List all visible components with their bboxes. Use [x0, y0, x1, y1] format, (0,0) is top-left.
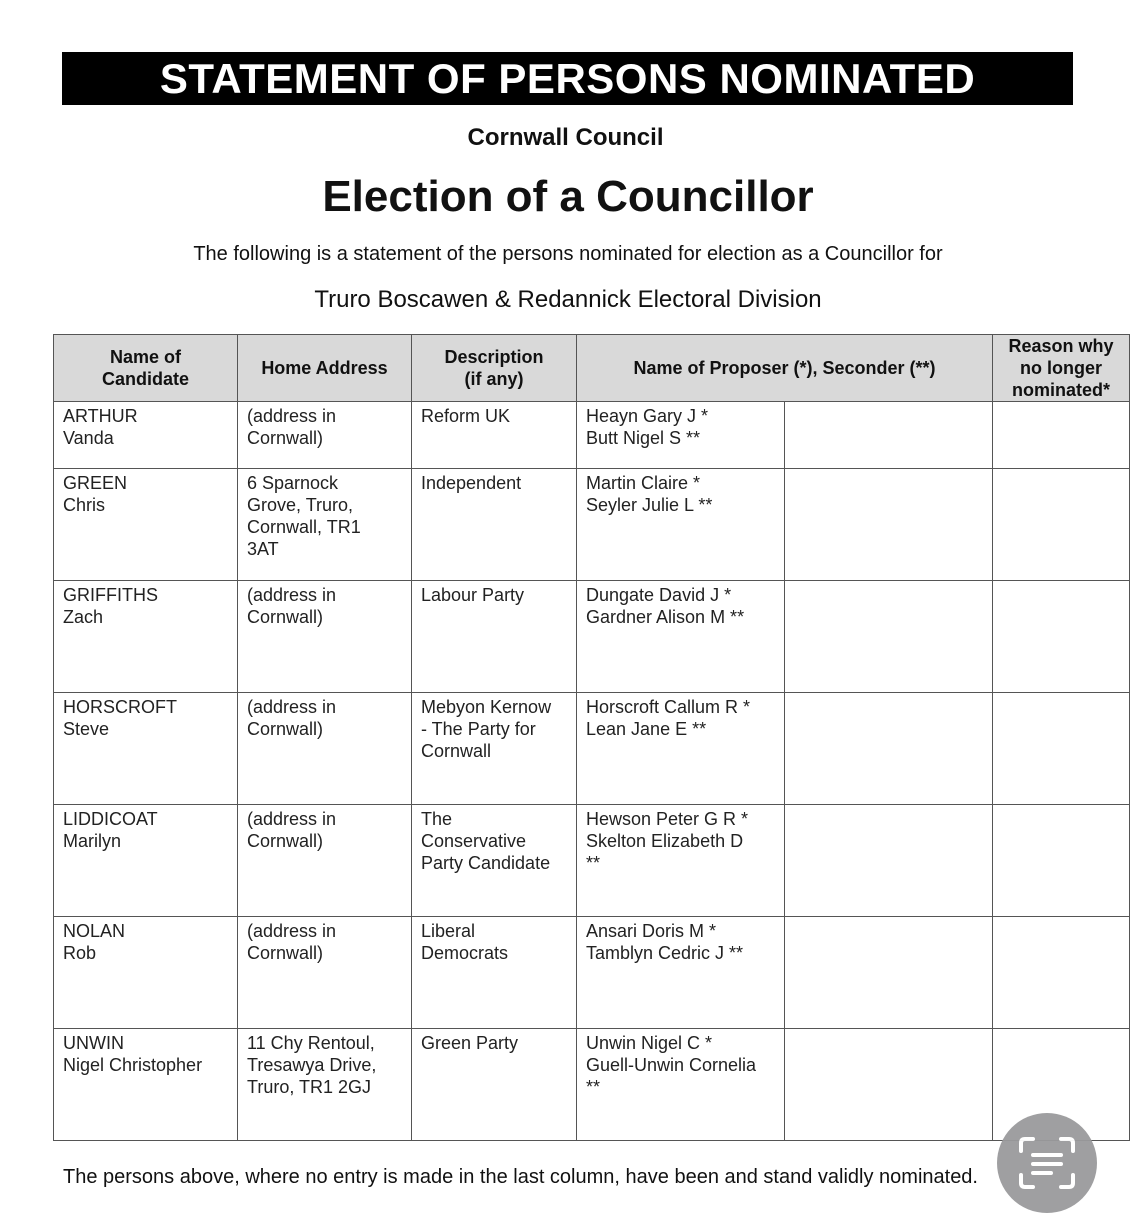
reason-no-longer-nominated-cell — [993, 402, 1130, 469]
proposer-seconder-cell: Ansari Doris M * Tamblyn Cedric J ** — [577, 917, 785, 1029]
empty-assentor-cell — [785, 917, 993, 1029]
home-address-cell: (address in Cornwall) — [238, 917, 412, 1029]
council-name: Cornwall Council — [467, 124, 664, 151]
proposer-seconder-cell: Heayn Gary J * Butt Nigel S ** — [577, 402, 785, 469]
home-address-cell: 6 Sparnock Grove, Truro, Cornwall, TR1 3AT — [238, 469, 412, 581]
reason-no-longer-nominated-cell — [993, 693, 1130, 805]
description-cell: Green Party — [412, 1029, 577, 1141]
reason-no-longer-nominated-cell — [993, 581, 1130, 693]
empty-assentor-cell — [785, 1029, 993, 1141]
candidate-name-cell: HORSCROFT Steve — [54, 693, 238, 805]
table-row — [54, 402, 1130, 469]
home-address-cell: (address in Cornwall) — [238, 805, 412, 917]
nominations-table — [53, 334, 1130, 1141]
proposer-seconder-cell: Hewson Peter G R * Skelton Elizabeth D ** — [577, 805, 785, 917]
home-address-cell: (address in Cornwall) — [238, 581, 412, 693]
description-cell: Labour Party — [412, 581, 577, 693]
header-name-of-candidate: Name of Candidate — [54, 335, 238, 402]
table-row — [54, 1029, 1130, 1141]
candidate-name-cell: NOLAN Rob — [54, 917, 238, 1029]
reason-no-longer-nominated-cell — [993, 805, 1130, 917]
table-row — [54, 805, 1130, 917]
validity-footnote: The persons above, where no entry is made in the last column, have been and stand validly nominated. — [63, 1166, 978, 1188]
empty-assentor-cell — [785, 805, 993, 917]
candidate-name-cell: GRIFFITHS Zach — [54, 581, 238, 693]
text-scan-icon — [1017, 1135, 1077, 1191]
proposer-seconder-cell: Dungate David J * Gardner Alison M ** — [577, 581, 785, 693]
candidate-name-cell: ARTHUR Vanda — [54, 402, 238, 469]
proposer-seconder-cell: Martin Claire * Seyler Julie L ** — [577, 469, 785, 581]
home-address-cell: 11 Chy Rentoul, Tresawya Drive, Truro, TR1 2GJ — [238, 1029, 412, 1141]
candidate-name-cell: LIDDICOAT Marilyn — [54, 805, 238, 917]
proposer-seconder-cell: Horscroft Callum R * Lean Jane E ** — [577, 693, 785, 805]
candidate-name-cell: UNWIN Nigel Christopher — [54, 1029, 238, 1141]
home-address-cell: (address in Cornwall) — [238, 693, 412, 805]
description-cell: Liberal Democrats — [412, 917, 577, 1029]
empty-assentor-cell — [785, 402, 993, 469]
document-banner: STATEMENT OF PERSONS NOMINATED — [62, 52, 1073, 105]
election-title: Election of a Councillor — [322, 172, 814, 221]
header-reason-no-longer-nominated: Reason why no longer nominated* — [993, 335, 1130, 402]
table-header-row — [54, 335, 1130, 402]
description-cell: Reform UK — [412, 402, 577, 469]
intro-statement: The following is a statement of the persons nominated for election as a Councillor for — [193, 243, 943, 265]
home-address-cell: (address in Cornwall) — [238, 402, 412, 469]
reason-no-longer-nominated-cell — [993, 469, 1130, 581]
description-cell: Independent — [412, 469, 577, 581]
scan-text-button[interactable] — [997, 1113, 1097, 1213]
proposer-seconder-cell: Unwin Nigel C * Guell-Unwin Cornelia ** — [577, 1029, 785, 1141]
electoral-division: Truro Boscawen & Redannick Electoral Division — [314, 286, 822, 313]
description-cell: The Conservative Party Candidate — [412, 805, 577, 917]
empty-assentor-cell — [785, 581, 993, 693]
table-row — [54, 469, 1130, 581]
table-row — [54, 581, 1130, 693]
header-proposer-seconder: Name of Proposer (*), Seconder (**) — [577, 335, 993, 402]
candidate-name-cell: GREEN Chris — [54, 469, 238, 581]
description-cell: Mebyon Kernow - The Party for Cornwall — [412, 693, 577, 805]
empty-assentor-cell — [785, 469, 993, 581]
empty-assentor-cell — [785, 693, 993, 805]
table-row — [54, 693, 1130, 805]
reason-no-longer-nominated-cell — [993, 917, 1130, 1029]
header-home-address: Home Address — [238, 335, 412, 402]
header-description: Description (if any) — [412, 335, 577, 402]
table-row — [54, 917, 1130, 1029]
